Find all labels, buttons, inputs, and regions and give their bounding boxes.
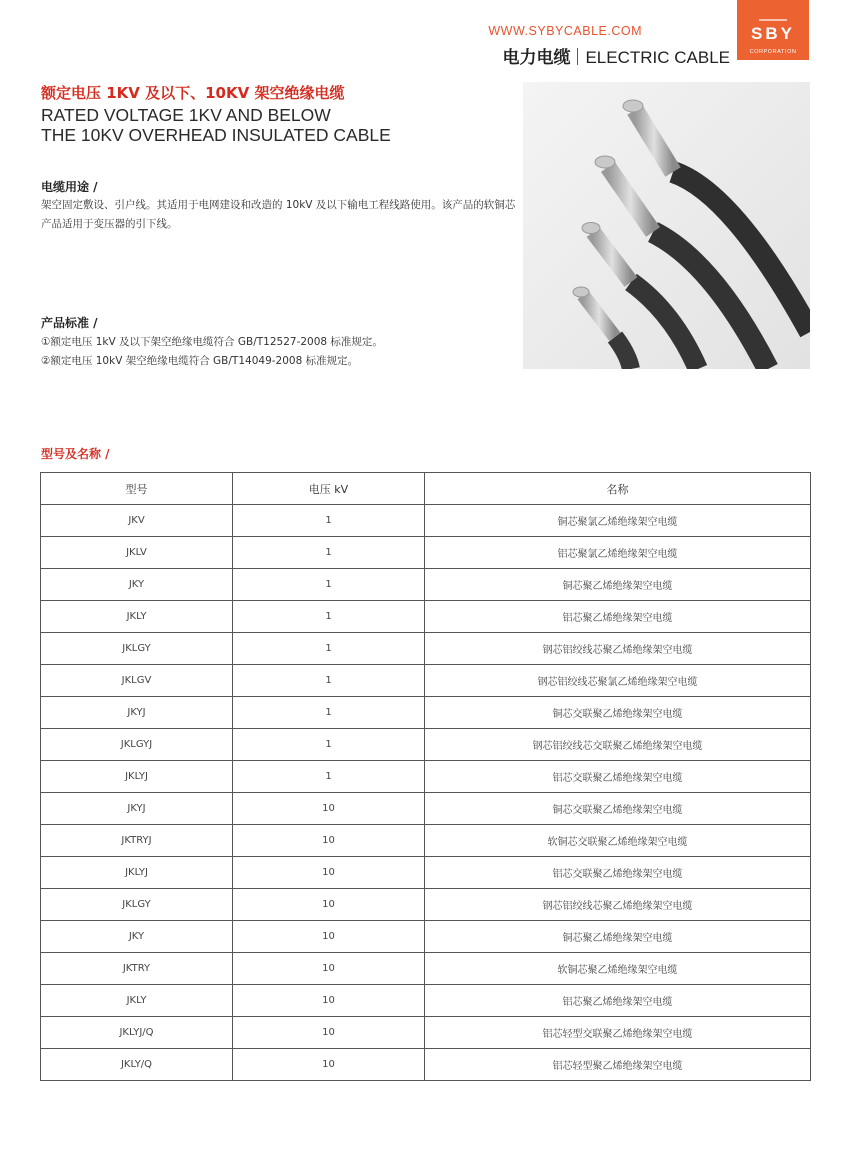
cell-model: JKYJ [41,793,233,825]
table-row [41,505,811,537]
table-row [41,1017,811,1049]
category-cn: 电力电缆 [502,48,571,67]
cell-name: 铜芯交联聚乙烯绝缘架空电缆 [425,793,811,825]
logo-mark-icon [737,0,809,24]
cell-voltage: 1 [233,761,425,793]
cell-model: JKTRYJ [41,825,233,857]
logo-text: SBY [751,24,795,43]
cell-model: JKLGY [41,889,233,921]
cell-model: JKLY [41,601,233,633]
cell-model: JKLY [41,985,233,1017]
table-row [41,729,811,761]
models-heading: 型号及名称 / [41,447,110,461]
cell-model: JKY [41,569,233,601]
cell-model: JKLYJ [41,761,233,793]
cell-voltage: 1 [233,697,425,729]
cell-voltage: 10 [233,825,425,857]
cell-voltage: 1 [233,601,425,633]
category-divider [577,48,578,65]
standards-list [41,333,516,371]
cell-model: JKLYJ [41,857,233,889]
cell-model: JKV [41,505,233,537]
usage-heading: 电缆用途 / [41,180,98,194]
cell-name: 钢芯铝绞线芯聚氯乙烯绝缘架空电缆 [425,665,811,697]
cell-voltage: 1 [233,729,425,761]
table-row [41,889,811,921]
cell-name: 铝芯聚氯乙烯绝缘架空电缆 [425,537,811,569]
logo-subtext: CORPORATION [749,49,797,55]
table-row [41,569,811,601]
page-title-en [41,105,481,145]
cell-voltage: 10 [233,793,425,825]
cell-voltage: 1 [233,505,425,537]
cell-voltage: 1 [233,537,425,569]
cell-voltage: 10 [233,985,425,1017]
standards-heading: 产品标准 / [41,316,98,330]
cable-product-image [523,82,810,369]
cell-name: 铝芯交联聚乙烯绝缘架空电缆 [425,857,811,889]
cell-voltage: 1 [233,633,425,665]
cell-model: JKLGYJ [41,729,233,761]
cell-model: JKY [41,921,233,953]
column-header-model: 型号 [41,473,233,505]
sby-logo [737,0,809,60]
cell-model: JKTRY [41,953,233,985]
cell-voltage: 10 [233,889,425,921]
cell-model: JKYJ [41,697,233,729]
table-row [41,857,811,889]
table-row [41,761,811,793]
cell-voltage: 10 [233,953,425,985]
cell-model: JKLYJ/Q [41,1017,233,1049]
table-row [41,825,811,857]
cell-name: 铝芯轻型交联聚乙烯绝缘架空电缆 [425,1017,811,1049]
cell-voltage: 10 [233,857,425,889]
cell-voltage: 1 [233,665,425,697]
cell-name: 钢芯铝绞线芯聚乙烯绝缘架空电缆 [425,889,811,921]
table-row [41,793,811,825]
cell-name: 铜芯聚乙烯绝缘架空电缆 [425,569,811,601]
cell-name: 软铜芯交联聚乙烯绝缘架空电缆 [425,825,811,857]
category-label [502,43,730,68]
models-table [40,472,811,1081]
page-title-en-line2: THE 10KV OVERHEAD INSULATED CABLE [41,125,391,145]
cell-name: 软铜芯聚乙烯绝缘架空电缆 [425,953,811,985]
cell-name: 铝芯聚乙烯绝缘架空电缆 [425,985,811,1017]
cell-name: 铝芯聚乙烯绝缘架空电缆 [425,601,811,633]
table-row [41,1049,811,1081]
table-header-row [41,473,811,505]
cell-name: 铜芯聚乙烯绝缘架空电缆 [425,921,811,953]
table-row [41,953,811,985]
cell-name: 钢芯铝绞线芯交联聚乙烯绝缘架空电缆 [425,729,811,761]
cell-name: 铝芯交联聚乙烯绝缘架空电缆 [425,761,811,793]
cell-model: JKLGV [41,665,233,697]
cell-name: 铜芯交联聚乙烯绝缘架空电缆 [425,697,811,729]
table-row [41,697,811,729]
cell-name: 铜芯聚氯乙烯绝缘架空电缆 [425,505,811,537]
website-url[interactable]: WWW.SYBYCABLE.COM [488,24,642,38]
cell-voltage: 1 [233,569,425,601]
page-title-en-line1: RATED VOLTAGE 1KV AND BELOW [41,105,331,125]
category-en: ELECTRIC CABLE [585,48,730,67]
table-row [41,921,811,953]
column-header-voltage: 电压 kV [233,473,425,505]
cell-voltage: 10 [233,1017,425,1049]
usage-text: 架空固定敷设、引户线。其适用于电网建设和改造的 10kV 及以下输电工程线路使用。该产品的软铜芯产品适用于变压器的引下线。 [41,199,516,230]
column-header-name: 名称 [425,473,811,505]
page-title-cn: 额定电压 1KV 及以下、10KV 架空绝缘电缆 [41,84,345,102]
table-row [41,601,811,633]
cell-voltage: 10 [233,921,425,953]
standard-item: ②额定电压 10kV 架空绝缘电缆符合 GB/T14049-2008 标准规定。 [41,355,359,367]
standard-item: ①额定电压 1kV 及以下架空绝缘电缆符合 GB/T12527-2008 标准规定。 [41,336,383,348]
cell-name: 钢芯铝绞线芯聚乙烯绝缘架空电缆 [425,633,811,665]
table-row [41,633,811,665]
cell-model: JKLV [41,537,233,569]
cell-model: JKLY/Q [41,1049,233,1081]
table-row [41,665,811,697]
cell-model: JKLGY [41,633,233,665]
cell-name: 铝芯轻型聚乙烯绝缘架空电缆 [425,1049,811,1081]
table-row [41,985,811,1017]
table-row [41,537,811,569]
cell-voltage: 10 [233,1049,425,1081]
